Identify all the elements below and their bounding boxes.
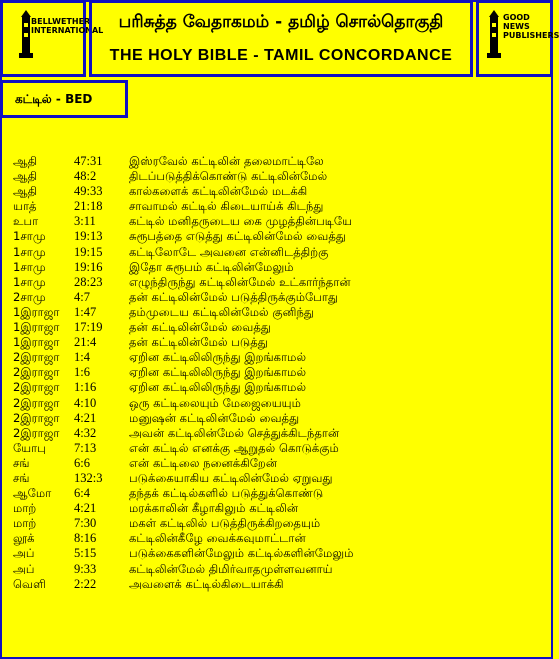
verse-book: 1சாமு bbox=[13, 229, 46, 244]
verse-text: எழுந்திருந்து கட்டிலின்மேல் உட்கார்ந்தான் bbox=[129, 274, 351, 289]
verse-text: கட்டிலோடே அவனை என்னிடத்திற்கு bbox=[129, 244, 329, 259]
verse-book: ஆதி bbox=[13, 169, 38, 184]
verse-text: மரக்காலின் கீழாகிலும் கட்டிலின் bbox=[129, 501, 299, 516]
lamp-tower-logo-icon bbox=[485, 9, 503, 59]
verse-reference: 19:15 bbox=[74, 244, 103, 259]
verse-book: 2இராஜா bbox=[13, 425, 60, 440]
verse-text: ஏறின கட்டிலிலிருந்து இறங்காமல் bbox=[129, 365, 307, 380]
verse-book: 1இராஜா bbox=[13, 320, 60, 335]
verse-reference: 6:6 bbox=[74, 455, 90, 470]
subject-heading: கட்டில் - BED bbox=[15, 92, 93, 106]
verse-reference: 6:4 bbox=[74, 486, 90, 501]
verse-book: ஆதி bbox=[13, 184, 38, 199]
verse-reference: 1:6 bbox=[74, 365, 90, 380]
title-box bbox=[89, 0, 473, 77]
verse-text: என் கட்டில் எனக்கு ஆறுதல் கொடுக்கும் bbox=[129, 440, 339, 455]
verse-book: வெளி bbox=[13, 576, 46, 591]
verse-book: 1சாமு bbox=[13, 259, 46, 274]
verse-reference: 1:16 bbox=[74, 380, 97, 395]
verse-text: அவளைக் கட்டில்கிடையாக்கி bbox=[129, 576, 284, 591]
left-publisher-box bbox=[0, 0, 104, 77]
verse-reference: 28:23 bbox=[74, 274, 103, 289]
verse-text: தன் கட்டிலின்மேல் படுத்திருக்கும்போது bbox=[129, 289, 338, 304]
verse-text: ஒரு கட்டிலையும் மேஜையையும் bbox=[129, 395, 301, 410]
verse-book: 2இராஜா bbox=[13, 380, 60, 395]
verse-text: இதோ சுரூபம் கட்டிலின்மேலும் bbox=[129, 259, 294, 274]
verse-reference: 49:33 bbox=[74, 184, 103, 199]
verse-book: 2இராஜா bbox=[13, 350, 60, 365]
verse-reference: 9:33 bbox=[74, 561, 97, 576]
verse-reference: 4:21 bbox=[74, 501, 97, 516]
verse-book: 1இராஜா bbox=[13, 304, 60, 319]
verse-text: கட்டிலின்மேல் திமிர்வாதமுள்ளவனாய் bbox=[129, 561, 333, 576]
verse-reference: 132:3 bbox=[74, 470, 103, 485]
verse-text: என் கட்டிலை நனைக்கிறேன் bbox=[129, 455, 278, 470]
verse-text: ஏறின கட்டிலிலிருந்து இறங்காமல் bbox=[129, 380, 307, 395]
verse-book: அப் bbox=[13, 546, 35, 561]
right-publisher-box bbox=[476, 0, 559, 77]
verse-reference: 21:18 bbox=[74, 199, 103, 214]
verse-reference: 4:21 bbox=[74, 410, 97, 425]
verse-text: ஏறின கட்டிலிலிருந்து இறங்காமல் bbox=[129, 350, 307, 365]
subject-box bbox=[0, 80, 128, 118]
verse-text: கால்களைக் கட்டிலின்மேல் மடக்கி bbox=[129, 184, 308, 199]
verse-book: சங் bbox=[13, 455, 30, 470]
verse-reference: 4:10 bbox=[74, 395, 97, 410]
title-tamil: பரிசுத்த வேதாகமம் - தமிழ் சொல்தொகுதி bbox=[118, 12, 444, 32]
verse-book: 2இராஜா bbox=[13, 410, 60, 425]
verse-reference: 2:22 bbox=[74, 576, 97, 591]
verse-reference: 19:13 bbox=[74, 229, 103, 244]
verse-book: 2சாமு bbox=[13, 289, 46, 304]
verse-reference: 7:13 bbox=[74, 440, 97, 455]
verse-reference: 5:15 bbox=[74, 546, 97, 561]
verse-text: படுக்கைகளின்மேலும் கட்டில்களின்மேலும் bbox=[129, 546, 354, 561]
verse-reference: 4:7 bbox=[74, 289, 90, 304]
verse-text: தன் கட்டிலின்மேல் படுத்து bbox=[129, 335, 268, 350]
right-publisher-name: GOOD NEWS PUBLISHERS bbox=[503, 13, 559, 40]
verse-reference: 47:31 bbox=[74, 154, 103, 168]
verse-text: தன் கட்டிலின்மேல் வைத்து bbox=[129, 320, 271, 335]
verse-text: திடப்படுத்திக்கொண்டு கட்டிலின்மேல் bbox=[129, 169, 328, 184]
verse-text: தம்முடைய கட்டிலின்மேல் குனிந்து bbox=[129, 304, 314, 319]
verse-book: ஆமோ bbox=[13, 486, 52, 501]
verse-text: கட்டிலின்கீழே வைக்கவுமாட்டான் bbox=[129, 531, 306, 546]
verse-reference: 7:30 bbox=[74, 516, 97, 531]
verse-book: 1இராஜா bbox=[13, 335, 60, 350]
verse-reference: 3:11 bbox=[74, 214, 96, 229]
verse-text: அவன் கட்டிலின்மேல் செத்துக்கிடந்தான் bbox=[129, 425, 340, 440]
verse-reference: 8:16 bbox=[74, 531, 97, 546]
verse-text: தந்தக் கட்டில்களில் படுத்துக்கொண்டு bbox=[129, 486, 324, 501]
verse-book: மாற் bbox=[13, 501, 37, 516]
verse-book: 1சாமு bbox=[13, 274, 46, 289]
verse-book: சங் bbox=[13, 470, 30, 485]
verse-reference: 1:47 bbox=[74, 304, 97, 319]
verse-text: இஸ்ரவேல் கட்டிலின் தலைமாட்டிலே bbox=[129, 154, 324, 168]
verse-book: அப் bbox=[13, 561, 35, 576]
verse-reference: 48:2 bbox=[74, 169, 97, 184]
verse-book: 2இராஜா bbox=[13, 395, 60, 410]
verse-book: யோபு bbox=[13, 440, 46, 455]
verse-book: 1சாமு bbox=[13, 244, 46, 259]
verse-text: மனுஷன் கட்டிலின்மேல் வைத்து bbox=[129, 410, 300, 425]
verse-book: 2இராஜா bbox=[13, 365, 60, 380]
verse-text: படுக்கையாகிய கட்டிலின்மேல் ஏறுவது bbox=[129, 470, 333, 485]
verse-book: ஆதி bbox=[13, 154, 38, 168]
verse-book: மாற் bbox=[13, 516, 37, 531]
left-publisher-name: BELLWETHER INTERNATIONAL bbox=[31, 17, 104, 35]
verse-reference: 19:16 bbox=[74, 259, 103, 274]
verse-reference: 17:19 bbox=[74, 320, 103, 335]
verse-book: லூக் bbox=[13, 531, 35, 546]
verse-book: யாத் bbox=[13, 199, 37, 214]
verse-text: கட்டில் மனிதருடைய கை முழத்தின்படியே bbox=[129, 214, 353, 229]
verse-text: சாவாமல் கட்டில் கிடையாய்க் கிடந்து bbox=[129, 199, 324, 214]
verse-reference: 21:4 bbox=[74, 335, 97, 350]
verse-text: மகள் கட்டிலில் படுத்திருக்கிறதையும் bbox=[129, 516, 321, 531]
verse-book: உபா bbox=[13, 214, 39, 229]
verse-text: சுரூபத்தை எடுத்து கட்டிலின்மேல் வைத்து bbox=[129, 229, 346, 244]
title-english: THE HOLY BIBLE - TAMIL CONCORDANCE bbox=[109, 47, 453, 64]
verse-reference: 4:32 bbox=[74, 425, 97, 440]
verse-reference: 1:4 bbox=[74, 350, 90, 365]
